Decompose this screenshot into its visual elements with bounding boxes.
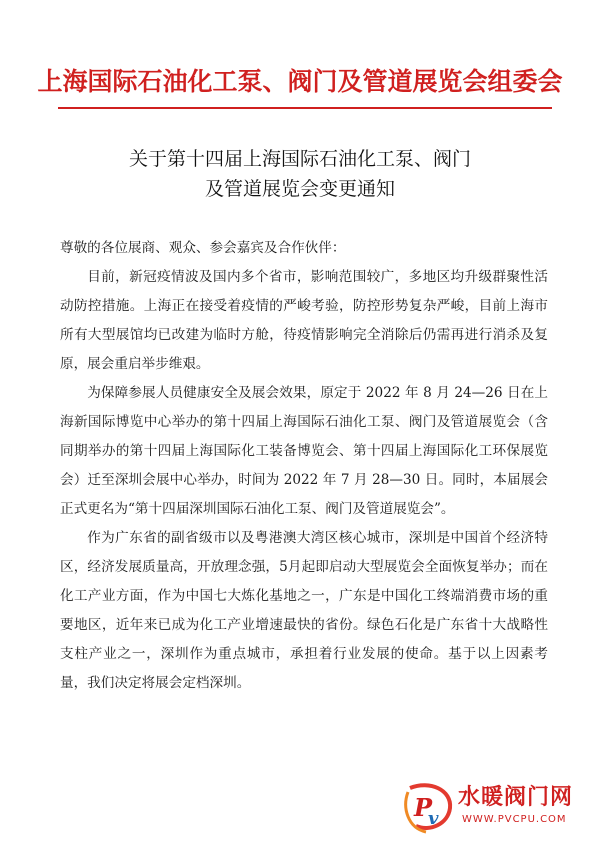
svg-text:v: v bbox=[428, 808, 439, 829]
site-watermark bbox=[400, 778, 590, 840]
body-paragraph-1: 目前，新冠疫情波及国内多个省市，影响范围较广，多地区均升级群聚性活动防控措施。上海正在接受着疫情的严峻考验，防控形势复杂严峻，目前上海市所有大型展馆均已改建为临时方舱，待疫情影响完全消除后仍需再进行消杀及复原，展会重启举步维艰。 bbox=[60, 269, 548, 372]
notice-title-line-1: 关于第十四届上海国际石油化工泵、阀门 bbox=[128, 148, 471, 170]
letterhead-org-name: 上海国际石油化工泵、阀门及管道展览会组委会 bbox=[37, 67, 563, 96]
svg-text:P: P bbox=[414, 793, 433, 822]
notice-title bbox=[0, 144, 600, 204]
notice-title-line-2: 及管道展览会变更通知 bbox=[204, 178, 395, 200]
pv-logo-icon bbox=[400, 778, 456, 836]
salutation: 尊敬的各位展商、观众、参会嘉宾及合作伙伴： bbox=[60, 240, 346, 256]
watermark-url: WWW.PVCPU.COM bbox=[462, 814, 567, 825]
notice-body bbox=[60, 234, 548, 698]
body-paragraph-3: 作为广东省的副省级市以及粤港澳大湾区核心城市，深圳是中国首个经济特区，经济发展质量高，开放理念强，5月起即启动大型展览会全面恢复举办；而在化工产业方面，作为中国七大炼化基地之一，广东是中国化工终端消费市场的重要地区，近年来已成为化工产业增速最快的省份。绿色石化是广东省十大战略性支柱产业之一，深圳作为重点城市，承担着行业发展的使命。基于以上因素考量，我们决定将展会定档深圳。 bbox=[60, 530, 548, 691]
letterhead-divider bbox=[58, 107, 552, 109]
watermark-site-name: 水暖阀门网 bbox=[458, 785, 574, 810]
body-paragraph-2: 为保障参展人员健康安全及展会效果，原定于 2022 年 8 月 24—26 日在上海新国际博览中心举办的第十四届上海国际石油化工泵、阀门及管道展览会（含同期举办的第十四届上海国际化工装备博览会、第十四届上海国际化工环保展览会）迁至深圳会展中心举办，时间为 2022 年 7 月 28—30 日。同时，本届展会正式更名为“第十四届深圳国际石油化工泵、阀门及管道展览会”。 bbox=[60, 385, 548, 517]
